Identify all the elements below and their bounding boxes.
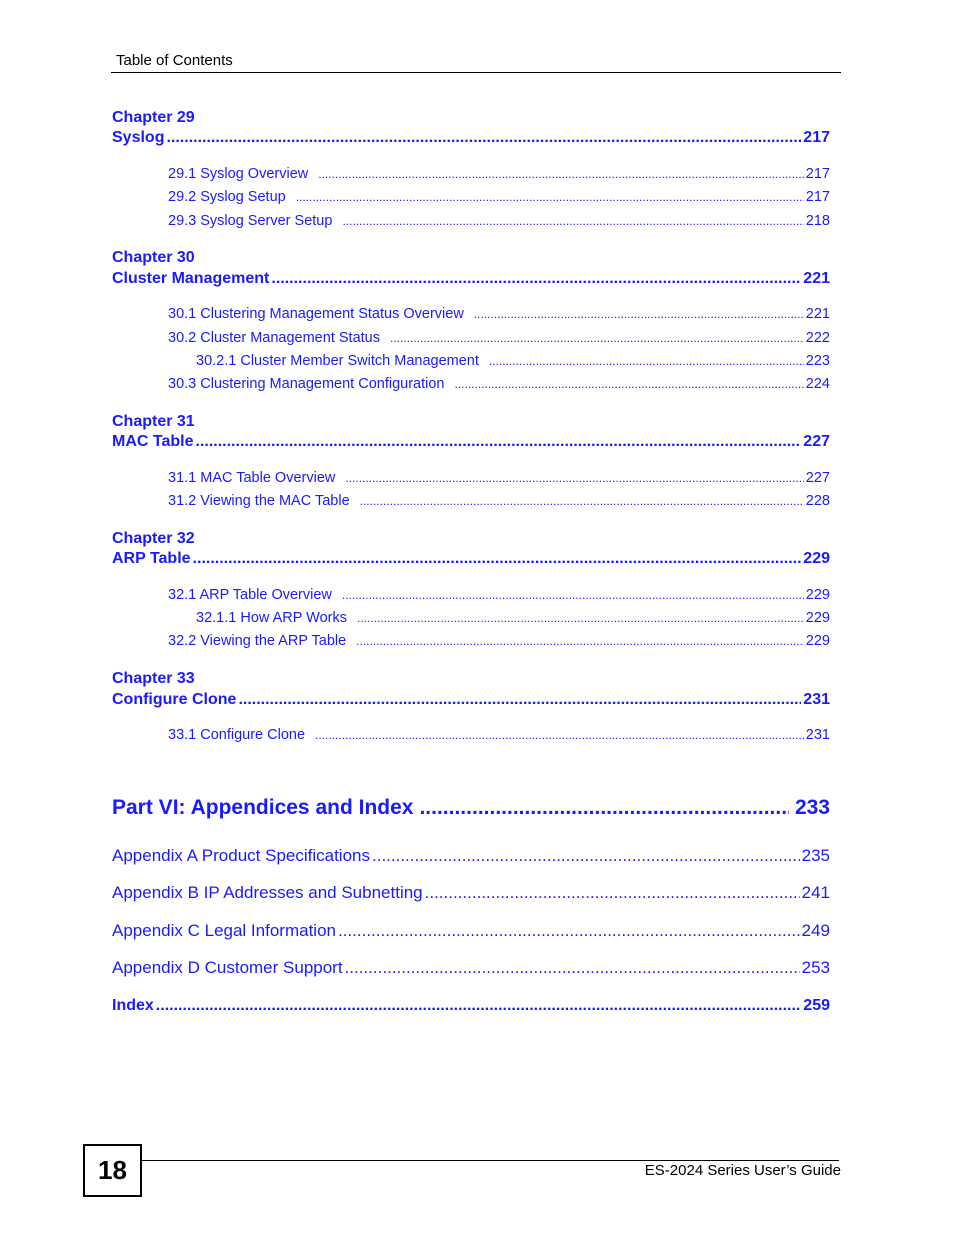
section-entry[interactable] <box>112 306 830 322</box>
toc-entry-page: 229 <box>803 550 830 567</box>
dot-leader <box>357 611 804 625</box>
toc-entry-label: 32.1 ARP Table Overview <box>168 587 332 603</box>
toc-entry-page: 228 <box>805 493 830 509</box>
chapter-title-entry[interactable] <box>112 129 830 147</box>
dot-leader <box>271 270 801 288</box>
section-entry[interactable] <box>112 610 830 626</box>
dot-leader <box>315 728 804 742</box>
toc-entry-page: 227 <box>805 470 830 486</box>
toc-entry-page: 235 <box>801 846 830 865</box>
toc-entry-label: Cluster Management <box>112 270 270 287</box>
toc-entry-page: 221 <box>805 306 830 322</box>
toc-entry-label: Part VI: Appendices and Index <box>112 796 414 819</box>
toc-entry-page: 223 <box>805 353 830 369</box>
toc-entry-page: 259 <box>803 997 830 1014</box>
dot-leader <box>238 691 801 709</box>
toc-entry-label: 30.1 Clustering Management Status Overview <box>168 306 464 322</box>
toc-entry-label: Configure Clone <box>112 691 237 708</box>
toc-entry-page: 217 <box>805 166 830 182</box>
toc-entry-label: 32.1.1 How ARP Works <box>196 610 347 626</box>
dot-leader <box>345 958 800 978</box>
section-entry[interactable] <box>112 727 830 743</box>
toc-entry-page: 241 <box>801 883 830 902</box>
dot-leader <box>356 634 804 648</box>
header-title: Table of Contents <box>116 52 233 69</box>
toc-entry-page: 231 <box>803 691 830 708</box>
part-entry[interactable] <box>112 796 830 820</box>
dot-leader <box>474 307 804 321</box>
appendix-entry[interactable] <box>112 846 830 866</box>
chapter-heading[interactable]: Chapter 29 <box>112 109 195 126</box>
dot-leader <box>345 471 803 485</box>
toc-entry-page: 217 <box>805 189 830 205</box>
toc-entry-label: Appendix B IP Addresses and Subnetting <box>112 883 423 902</box>
section-entry[interactable] <box>112 587 830 603</box>
toc-entry-page: 222 <box>805 330 830 346</box>
dot-leader <box>342 214 803 228</box>
toc-entry-page: 229 <box>805 610 830 626</box>
appendix-entry[interactable] <box>112 883 830 903</box>
dot-leader <box>193 550 802 568</box>
toc-entry-label: Appendix C Legal Information <box>112 921 336 940</box>
toc-entry-label: 31.2 Viewing the MAC Table <box>168 493 350 509</box>
chapter-title-entry[interactable] <box>112 270 830 288</box>
toc-entry-page: 218 <box>805 213 830 229</box>
toc-entry-page: 229 <box>805 633 830 649</box>
dot-leader <box>390 331 804 345</box>
section-entry[interactable] <box>112 330 830 346</box>
section-entry[interactable] <box>112 353 830 369</box>
toc-entry-label: 29.2 Syslog Setup <box>168 189 286 205</box>
toc-entry-label: 31.1 MAC Table Overview <box>168 470 336 486</box>
section-entry[interactable] <box>112 213 830 229</box>
dot-leader <box>296 190 804 204</box>
section-entry[interactable] <box>112 493 830 509</box>
chapter-heading[interactable]: Chapter 32 <box>112 530 195 547</box>
dot-leader <box>342 588 804 602</box>
page-header <box>111 52 841 73</box>
toc-entry-label: ARP Table <box>112 550 191 567</box>
toc-entry-label: MAC Table <box>112 433 194 450</box>
dot-leader <box>360 494 804 508</box>
toc-entry-label: 30.3 Clustering Management Configuration <box>168 376 445 392</box>
chapter-heading[interactable]: Chapter 33 <box>112 670 195 687</box>
chapter-heading[interactable]: Chapter 31 <box>112 413 195 430</box>
toc-entry-page: 221 <box>803 270 830 287</box>
toc-entry-page: 217 <box>803 129 830 146</box>
toc-entry-label: 29.3 Syslog Server Setup <box>168 213 333 229</box>
index-entry[interactable] <box>112 997 830 1015</box>
section-entry[interactable] <box>112 376 830 392</box>
toc-entry-label: 30.2.1 Cluster Member Switch Management <box>196 353 479 369</box>
toc-entry-page: 253 <box>801 958 830 977</box>
dot-leader <box>318 167 804 181</box>
toc-entry-label: Appendix A Product Specifications <box>112 846 370 865</box>
dot-leader <box>338 921 800 941</box>
dot-leader <box>489 354 804 368</box>
dot-leader <box>195 433 801 451</box>
toc-entry-page: 229 <box>805 587 830 603</box>
toc-entry-label: 29.1 Syslog Overview <box>168 166 309 182</box>
toc-entry-label: Syslog <box>112 129 165 146</box>
section-entry[interactable] <box>112 166 830 182</box>
section-entry[interactable] <box>112 470 830 486</box>
toc-entry-label: 30.2 Cluster Management Status <box>168 330 380 346</box>
footer-guide-title: ES-2024 Series User’s Guide <box>644 1162 841 1179</box>
toc-entry-label: Index <box>112 997 154 1014</box>
section-entry[interactable] <box>112 633 830 649</box>
dot-leader <box>372 846 800 866</box>
dot-leader <box>166 129 801 147</box>
dot-leader <box>156 997 802 1015</box>
toc-entry-page: 233 <box>794 796 830 819</box>
toc-entry-page: 227 <box>803 433 830 450</box>
dot-leader <box>419 796 788 820</box>
appendix-entry[interactable] <box>112 958 830 978</box>
dot-leader <box>454 377 803 391</box>
footer-divider <box>140 1160 839 1161</box>
appendix-entry[interactable] <box>112 921 830 941</box>
toc-entry-label: 32.2 Viewing the ARP Table <box>168 633 347 649</box>
toc-entry-page: 231 <box>805 727 830 743</box>
page-number: 18 <box>83 1144 142 1197</box>
toc-entry-label: 33.1 Configure Clone <box>168 727 306 743</box>
toc-entry-page: 249 <box>801 921 830 940</box>
chapter-title-entry[interactable] <box>112 433 830 451</box>
toc-entry-page: 224 <box>805 376 830 392</box>
section-entry[interactable] <box>112 189 830 205</box>
toc-entry-label: Appendix D Customer Support <box>112 958 343 977</box>
dot-leader <box>425 883 800 903</box>
chapter-title-entry[interactable] <box>112 691 830 709</box>
chapter-title-entry[interactable] <box>112 550 830 568</box>
chapter-heading[interactable]: Chapter 30 <box>112 249 195 266</box>
